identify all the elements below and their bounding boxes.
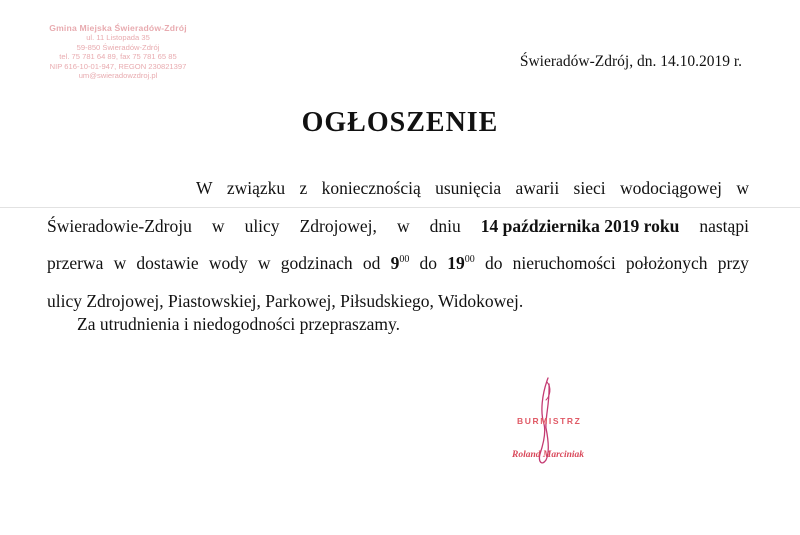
body-line-2: [47, 208, 749, 246]
word: związku: [226, 178, 286, 198]
word: ulicy: [244, 215, 280, 236]
stamp-title: Gmina Miejska Świeradów-Zdrój: [49, 23, 187, 33]
apology-text: Za utrudnienia i niedogodności przepraszamy.: [77, 314, 400, 334]
municipality-stamp: [28, 24, 208, 80]
word: do: [419, 253, 438, 273]
place-date: Świeradów-Zdrój, dn. 14.10.2019 r.: [519, 53, 742, 70]
body-line-3: [47, 245, 749, 283]
word: usunięcia: [435, 178, 502, 198]
word: położonych: [625, 253, 708, 273]
word: awarii: [515, 178, 560, 198]
word: przerwa: [47, 253, 104, 273]
mayor-name: Roland Marciniak: [512, 450, 585, 460]
time-from-hour: 9: [390, 253, 400, 273]
body-line-1: [47, 170, 749, 208]
time-from-minutes: 00: [399, 254, 410, 265]
signature-block: [500, 372, 610, 472]
word: w: [113, 253, 127, 273]
stamp-line: tel. 75 781 64 89, fax 75 781 65 85: [59, 52, 177, 62]
word: godzinach: [280, 253, 353, 273]
word: od: [362, 253, 381, 273]
word: z: [299, 178, 308, 198]
stamp-line: 59-850 Świeradów-Zdrój: [76, 42, 160, 52]
word: Świeradowie-Zdroju: [47, 215, 192, 236]
time-to-hour: 19: [447, 253, 465, 273]
outage-date: 14 października 2019 roku: [480, 215, 680, 236]
stamp-line: um@swieradowzdroj.pl: [78, 71, 158, 81]
time-from: [391, 245, 410, 283]
word: przy: [717, 253, 749, 273]
stamp-line: ul. 11 Listopada 35: [86, 33, 150, 43]
notice-body: [47, 170, 749, 320]
time-to: [447, 245, 475, 283]
affected-streets: ulicy Zdrojowej, Piastowskiej, Parkowej, Piłsudskiego, Widokowej.: [47, 290, 524, 311]
word: Zdrojowej,: [299, 215, 377, 236]
word: dniu: [429, 215, 461, 236]
word: sieci: [573, 178, 606, 198]
notice-title: OGŁOSZENIE: [301, 107, 499, 138]
word: w: [211, 215, 225, 236]
word: do: [484, 253, 503, 273]
word: nastąpi: [699, 215, 749, 236]
word: wodociągowej: [619, 178, 723, 198]
word: dostawie: [136, 253, 199, 273]
word: W: [196, 178, 213, 198]
word: koniecznością: [321, 178, 421, 198]
stamp-line: NIP 616-10-01-947, REGON 230821397: [49, 61, 187, 71]
word: nieruchomości: [512, 253, 616, 273]
word: w: [736, 178, 749, 198]
time-to-minutes: 00: [464, 254, 475, 265]
word: w: [396, 215, 410, 236]
mayor-title: BURMISTRZ: [517, 416, 582, 426]
word: wody: [208, 253, 248, 273]
word: w: [257, 253, 271, 273]
